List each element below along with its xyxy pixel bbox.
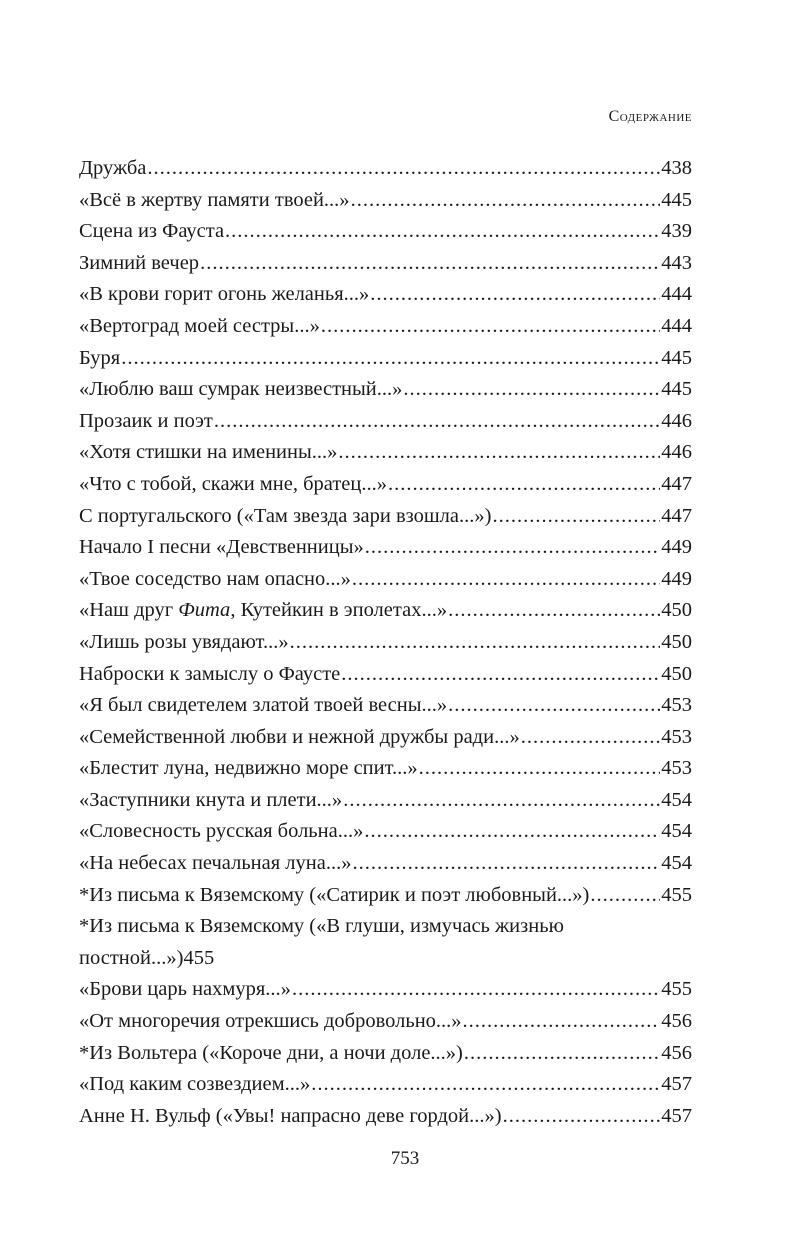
entry-title: «Твое соседство нам опасно...» bbox=[79, 567, 351, 590]
entry-page: 455 bbox=[183, 946, 215, 969]
dot-leader bbox=[200, 248, 660, 280]
entry-page: 457 bbox=[661, 1104, 692, 1127]
entry-page: 454 bbox=[661, 852, 692, 875]
dot-leader bbox=[388, 469, 660, 501]
dot-leader bbox=[448, 595, 660, 627]
entry-title: «Семейственной любви и нежной дружбы ради...» bbox=[79, 725, 520, 748]
entry-page: 455 bbox=[661, 978, 692, 1001]
toc-entry bbox=[79, 185, 692, 217]
toc-entry bbox=[79, 343, 692, 375]
dot-leader bbox=[464, 1038, 660, 1070]
dot-leader bbox=[214, 406, 660, 438]
page-number: 753 bbox=[390, 1148, 420, 1169]
toc-entry bbox=[79, 501, 692, 533]
dot-leader bbox=[492, 501, 660, 533]
entry-title-line1: *Из письма к Вяземскому («В глуши, измучась жизнью bbox=[79, 915, 564, 938]
entry-page: 447 bbox=[661, 504, 692, 527]
entry-page: 446 bbox=[661, 409, 692, 432]
table-of-contents bbox=[79, 153, 692, 1132]
entry-title-line2-row bbox=[79, 943, 692, 975]
entry-page: 454 bbox=[661, 820, 692, 843]
toc-entry bbox=[79, 1069, 692, 1101]
dot-leader bbox=[503, 1101, 661, 1133]
entry-title: «От многоречия отрекшись добровольно...» bbox=[79, 1010, 462, 1033]
dot-leader bbox=[463, 1006, 661, 1038]
entry-title: «Люблю ваш сумрак неизвестный...» bbox=[79, 378, 403, 401]
entry-page: 446 bbox=[661, 441, 692, 464]
entry-title-part: «Наш друг bbox=[79, 599, 179, 622]
toc-entry bbox=[79, 564, 692, 596]
dot-leader bbox=[341, 659, 660, 691]
toc-entry bbox=[79, 753, 692, 785]
toc-entry bbox=[79, 1006, 692, 1038]
entry-page: 457 bbox=[661, 1073, 692, 1096]
entry-page: 450 bbox=[661, 630, 692, 653]
entry-page: 456 bbox=[661, 1041, 692, 1064]
dot-leader bbox=[343, 785, 660, 817]
toc-entry bbox=[79, 437, 692, 469]
entry-title: Прозаик и поэт bbox=[79, 409, 213, 432]
entry-page: 444 bbox=[661, 314, 692, 337]
entry-title: «В крови горит огонь желанья...» bbox=[79, 283, 370, 306]
entry-page: 445 bbox=[661, 346, 692, 369]
entry-title-line2: постной...») bbox=[79, 946, 184, 969]
toc-entry bbox=[79, 279, 692, 311]
entry-page: 449 bbox=[661, 536, 692, 559]
entry-page: 453 bbox=[661, 757, 692, 780]
entry-title: «Я был свидетелем златой твоей весны...» bbox=[79, 694, 448, 717]
entry-title: «Заступники кнута и плети...» bbox=[79, 788, 343, 811]
toc-entry bbox=[79, 911, 692, 974]
entry-title: С португальского («Там звезда зари взошла...») bbox=[79, 504, 492, 527]
entry-title: Дружба bbox=[79, 157, 147, 179]
entry-page: 444 bbox=[661, 283, 692, 306]
toc-entry bbox=[79, 1038, 692, 1070]
entry-title: «Словесность русская больна...» bbox=[79, 820, 364, 843]
dot-leader bbox=[352, 564, 660, 596]
entry-title: «Хотя стишки на именины...» bbox=[79, 441, 338, 464]
entry-page: 453 bbox=[661, 694, 692, 717]
entry-title-part: , Кутейкин в эполетах...» bbox=[230, 599, 448, 622]
toc-entry bbox=[79, 595, 692, 627]
entry-title: Сцена из Фауста bbox=[79, 220, 225, 243]
dot-leader bbox=[448, 690, 660, 722]
entry-title: «На небесах печальная луна...» bbox=[79, 852, 352, 875]
dot-leader bbox=[370, 279, 660, 311]
toc-entry bbox=[79, 1101, 692, 1133]
toc-entry bbox=[79, 311, 692, 343]
entry-title: «Под каким созвездием...» bbox=[79, 1073, 311, 1096]
toc-entry bbox=[79, 974, 692, 1006]
toc-entry bbox=[79, 406, 692, 438]
entry-page: 454 bbox=[661, 788, 692, 811]
entry-page: 453 bbox=[661, 725, 692, 748]
entry-title: *Из Вольтера («Короче дни, а ночи доле...») bbox=[79, 1041, 463, 1064]
toc-entry bbox=[79, 848, 692, 880]
toc-entry bbox=[79, 785, 692, 817]
entry-title: Наброски к замыслу о Фаусте bbox=[79, 662, 341, 685]
toc-entry bbox=[79, 659, 692, 691]
entry-title: Буря bbox=[79, 346, 121, 369]
dot-leader bbox=[365, 532, 661, 564]
entry-page: 447 bbox=[661, 472, 692, 495]
toc-entry bbox=[79, 816, 692, 848]
entry-title: «Блестит луна, недвижно море спит...» bbox=[79, 757, 418, 780]
dot-leader bbox=[290, 627, 661, 659]
dot-leader bbox=[521, 722, 661, 754]
toc-entry bbox=[79, 248, 692, 280]
dot-leader bbox=[590, 880, 660, 912]
entry-page: 438 bbox=[661, 157, 692, 179]
dot-leader bbox=[338, 437, 660, 469]
dot-leader bbox=[352, 848, 660, 880]
dot-leader bbox=[292, 974, 660, 1006]
dot-leader bbox=[147, 153, 660, 185]
toc-entry bbox=[79, 216, 692, 248]
toc-entry bbox=[79, 374, 692, 406]
entry-page: 450 bbox=[661, 662, 692, 685]
entry-title: «Что с тобой, скажи мне, братец...» bbox=[79, 472, 388, 495]
entry-title: Анне Н. Вульф («Увы! напрасно деве гордой...») bbox=[79, 1104, 502, 1127]
entry-page: 455 bbox=[661, 883, 692, 906]
entry-title: «Всё в жертву памяти твоей...» bbox=[79, 188, 350, 211]
toc-entry bbox=[79, 627, 692, 659]
entry-page: 443 bbox=[661, 251, 692, 274]
dot-leader bbox=[121, 343, 660, 375]
dot-leader bbox=[225, 216, 660, 248]
toc-entry bbox=[79, 722, 692, 754]
toc-entry bbox=[79, 690, 692, 722]
entry-title: «Брови царь нахмуря...» bbox=[79, 978, 291, 1001]
entry-page: 449 bbox=[661, 567, 692, 590]
entry-page: 450 bbox=[661, 599, 692, 622]
entry-title: *Из письма к Вяземскому («Сатирик и поэт любовный...») bbox=[79, 883, 590, 906]
entry-title: «Лишь розы увядают...» bbox=[79, 630, 289, 653]
toc-entry bbox=[79, 880, 692, 912]
entry-title bbox=[79, 595, 447, 627]
dot-leader bbox=[364, 816, 660, 848]
entry-page: 439 bbox=[661, 220, 692, 243]
toc-entry bbox=[79, 153, 692, 185]
entry-page: 445 bbox=[661, 188, 692, 211]
dot-leader bbox=[351, 185, 661, 217]
dot-leader bbox=[311, 1069, 660, 1101]
entry-page: 456 bbox=[661, 1010, 692, 1033]
entry-title: Зимний вечер bbox=[79, 251, 200, 274]
running-header: Содержание bbox=[608, 108, 692, 125]
dot-leader bbox=[403, 374, 660, 406]
entry-title: «Вертоград моей сестры...» bbox=[79, 314, 320, 337]
entry-title-italic: Фита bbox=[178, 599, 231, 622]
entry-title: Начало I песни «Девственницы» bbox=[79, 536, 364, 559]
toc-entry bbox=[79, 532, 692, 564]
toc-entry bbox=[79, 469, 692, 501]
dot-leader bbox=[419, 753, 661, 785]
dot-leader bbox=[321, 311, 660, 343]
entry-page: 445 bbox=[661, 378, 692, 401]
